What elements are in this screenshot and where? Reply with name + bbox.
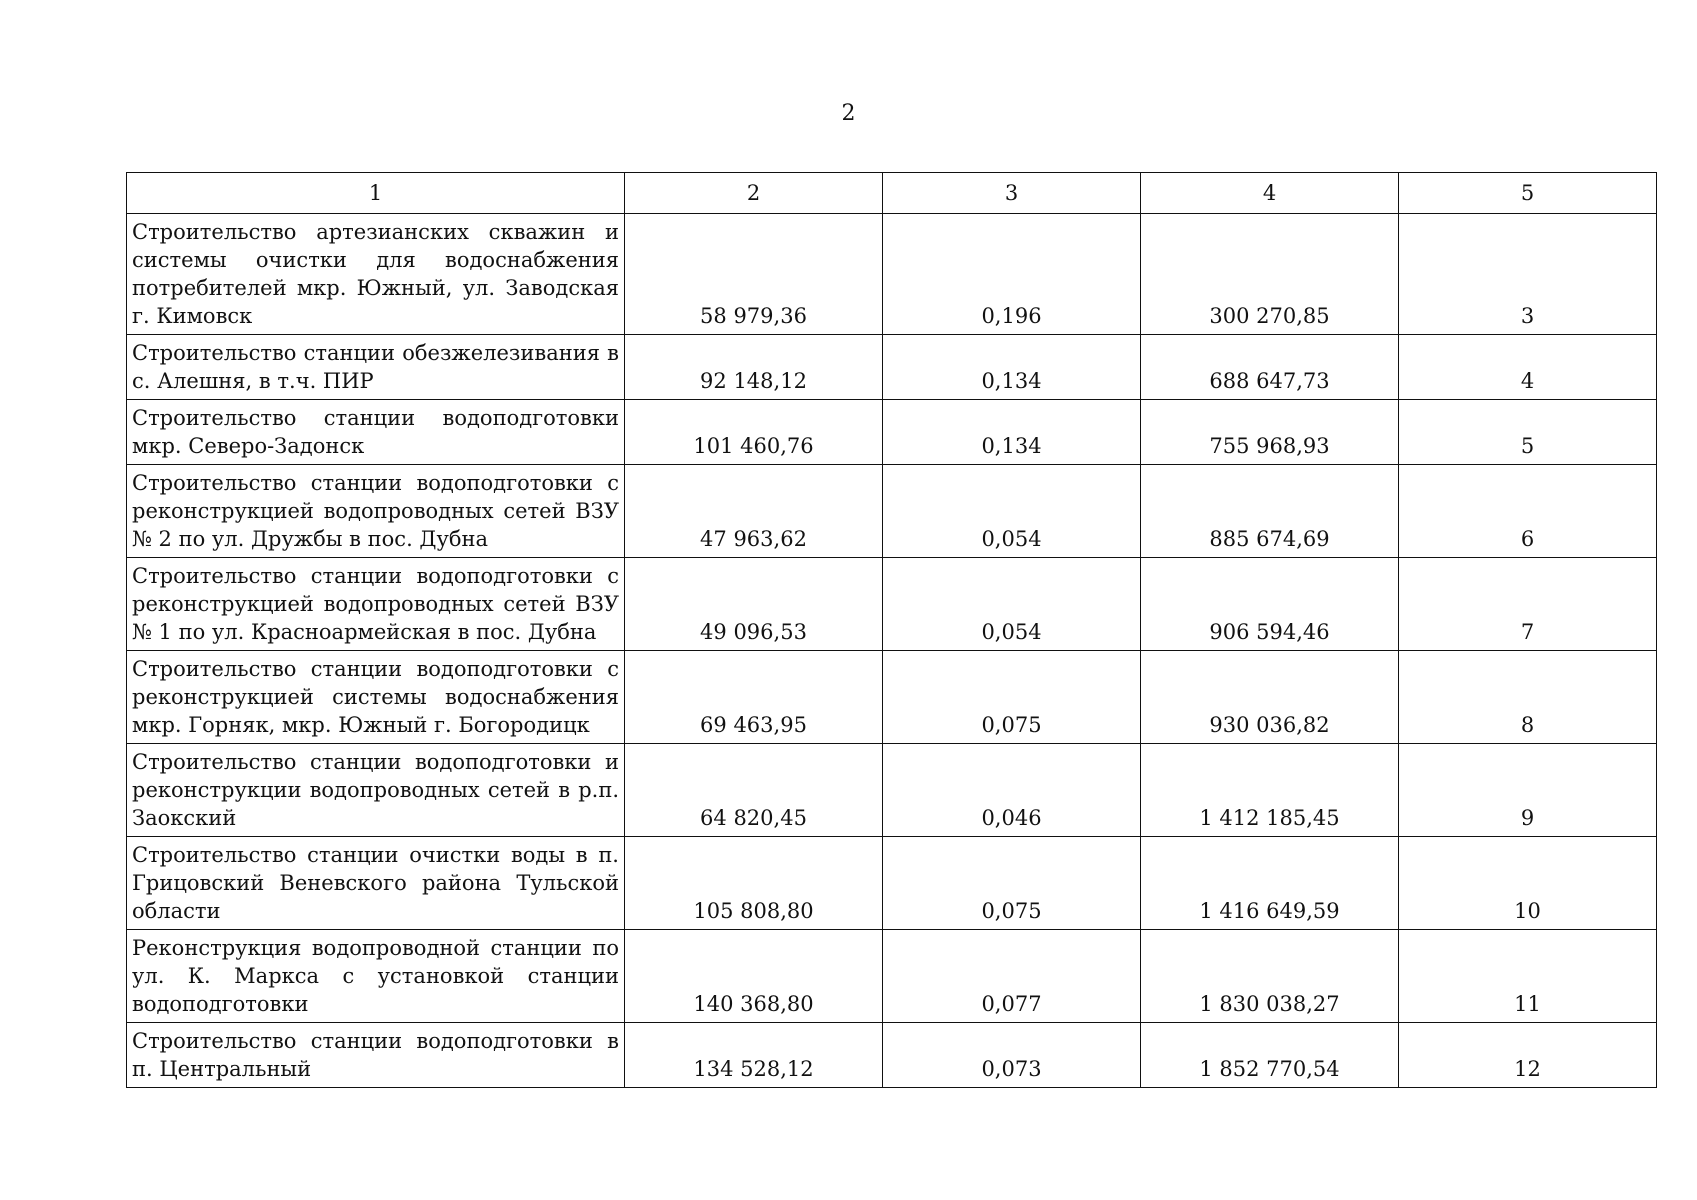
header-row <box>127 173 1657 214</box>
column-header-1: 1 <box>127 173 625 214</box>
column-2-cell: 64 820,45 <box>625 744 883 837</box>
object-name-cell: Строительство станции водоподготовки и реконструкции водопроводных сетей в р.п. Заокский <box>127 744 625 837</box>
table-row <box>127 558 1657 651</box>
object-name-cell: Реконструкция водопроводной станции по ул. К. Маркса с установкой станции водоподготовки <box>127 930 625 1023</box>
column-3-cell: 0,134 <box>883 400 1141 465</box>
column-2-cell: 49 096,53 <box>625 558 883 651</box>
data-table <box>126 172 1657 1088</box>
table-row <box>127 837 1657 930</box>
column-header-5: 5 <box>1399 173 1657 214</box>
column-5-cell: 10 <box>1399 837 1657 930</box>
column-2-cell: 47 963,62 <box>625 465 883 558</box>
column-3-cell: 0,134 <box>883 335 1141 400</box>
column-4-cell: 885 674,69 <box>1141 465 1399 558</box>
column-4-cell: 1 852 770,54 <box>1141 1023 1399 1088</box>
column-5-cell: 12 <box>1399 1023 1657 1088</box>
column-header-3: 3 <box>883 173 1141 214</box>
column-3-cell: 0,075 <box>883 837 1141 930</box>
table-row <box>127 744 1657 837</box>
object-name-cell: Строительство артезианских скважин и системы очистки для водоснабжения потребителей мкр. Южный, ул. Заводская г. Кимовск <box>127 214 625 335</box>
column-5-cell: 8 <box>1399 651 1657 744</box>
object-name-cell: Строительство станции водоподготовки с реконструкцией системы водоснабжения мкр. Горняк, мкр. Южный г. Богородицк <box>127 651 625 744</box>
object-name-cell: Строительство станции водоподготовки с реконструкцией водопроводных сетей ВЗУ № 2 по ул. Дружбы в пос. Дубна <box>127 465 625 558</box>
column-2-cell: 92 148,12 <box>625 335 883 400</box>
column-2-cell: 69 463,95 <box>625 651 883 744</box>
column-4-cell: 1 412 185,45 <box>1141 744 1399 837</box>
column-4-cell: 688 647,73 <box>1141 335 1399 400</box>
object-name-cell: Строительство станции водоподготовки с реконструкцией водопроводных сетей ВЗУ № 1 по ул. Красноармейская в пос. Дубна <box>127 558 625 651</box>
column-header-4: 4 <box>1141 173 1399 214</box>
table-row <box>127 400 1657 465</box>
column-4-cell: 300 270,85 <box>1141 214 1399 335</box>
column-4-cell: 1 830 038,27 <box>1141 930 1399 1023</box>
column-4-cell: 930 036,82 <box>1141 651 1399 744</box>
column-5-cell: 3 <box>1399 214 1657 335</box>
column-2-cell: 105 808,80 <box>625 837 883 930</box>
object-name-cell: Строительство станции обезжелезивания в с. Алешня, в т.ч. ПИР <box>127 335 625 400</box>
column-2-cell: 134 528,12 <box>625 1023 883 1088</box>
column-4-cell: 906 594,46 <box>1141 558 1399 651</box>
table-row <box>127 930 1657 1023</box>
column-3-cell: 0,054 <box>883 558 1141 651</box>
table-row <box>127 214 1657 335</box>
column-4-cell: 1 416 649,59 <box>1141 837 1399 930</box>
page-number: 2 <box>841 101 856 126</box>
object-name-cell: Строительство станции водоподготовки в п. Центральный <box>127 1023 625 1088</box>
column-2-cell: 58 979,36 <box>625 214 883 335</box>
column-5-cell: 11 <box>1399 930 1657 1023</box>
column-5-cell: 4 <box>1399 335 1657 400</box>
column-2-cell: 101 460,76 <box>625 400 883 465</box>
column-4-cell: 755 968,93 <box>1141 400 1399 465</box>
table-row <box>127 1023 1657 1088</box>
object-name-cell: Строительство станции водоподготовки мкр. Северо-Задонск <box>127 400 625 465</box>
column-3-cell: 0,075 <box>883 651 1141 744</box>
column-5-cell: 7 <box>1399 558 1657 651</box>
table-row <box>127 651 1657 744</box>
column-5-cell: 6 <box>1399 465 1657 558</box>
column-2-cell: 140 368,80 <box>625 930 883 1023</box>
column-5-cell: 9 <box>1399 744 1657 837</box>
column-3-cell: 0,073 <box>883 1023 1141 1088</box>
column-3-cell: 0,046 <box>883 744 1141 837</box>
column-3-cell: 0,054 <box>883 465 1141 558</box>
column-header-2: 2 <box>625 173 883 214</box>
table-row <box>127 465 1657 558</box>
column-3-cell: 0,077 <box>883 930 1141 1023</box>
table-row <box>127 335 1657 400</box>
column-3-cell: 0,196 <box>883 214 1141 335</box>
column-5-cell: 5 <box>1399 400 1657 465</box>
object-name-cell: Строительство станции очистки воды в п. Грицовский Веневского района Тульской области <box>127 837 625 930</box>
